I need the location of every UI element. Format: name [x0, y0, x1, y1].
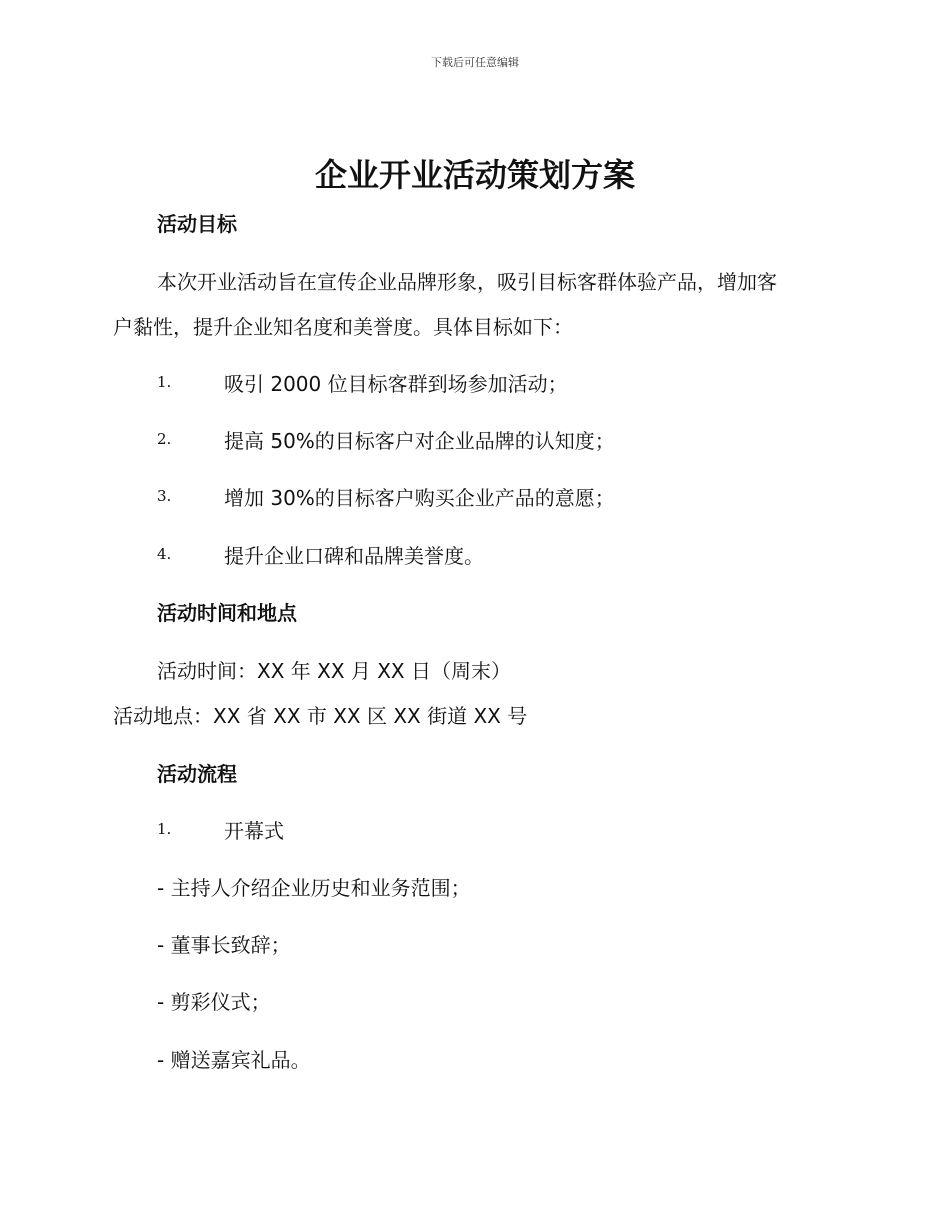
flow-step-1-title: 开幕式	[224, 819, 284, 843]
goal-item-2-number: 2.	[157, 430, 172, 448]
event-place: 活动地点：XX 省 XX 市 XX 区 XX 街道 XX 号	[113, 704, 528, 728]
flow-step-1-number: 1.	[157, 820, 172, 838]
goal-item-4-number: 4.	[157, 545, 172, 563]
goal-item-1-number: 1.	[157, 373, 172, 391]
goal-item-1-text: 吸引 2000 位目标客群到场参加活动；	[224, 372, 568, 396]
section-heading-time-place: 活动时间和地点	[157, 601, 297, 625]
flow-sub-item: - 赠送嘉宾礼品。	[157, 1048, 311, 1072]
document-title: 企业开业活动策划方案	[314, 156, 635, 194]
section-heading-goal: 活动目标	[157, 212, 237, 236]
goal-item-2-text: 提高 50%的目标客户对企业品牌的认知度；	[224, 429, 615, 453]
goal-item-3-number: 3.	[157, 487, 172, 505]
goal-intro-line-1: 本次开业活动旨在宣传企业品牌形象，吸引目标客群体验产品，增加客	[157, 270, 777, 294]
event-time: 活动时间：XX 年 XX 月 XX 日（周末）	[157, 659, 511, 683]
goal-item-3-text: 增加 30%的目标客户购买企业产品的意愿；	[224, 486, 615, 510]
section-heading-flow: 活动流程	[157, 762, 237, 786]
flow-sub-item: - 董事长致辞；	[157, 933, 291, 957]
flow-sub-item: - 主持人介绍企业历史和业务范围；	[157, 876, 471, 900]
flow-sub-item: - 剪彩仪式；	[157, 990, 271, 1014]
header-note: 下载后可任意编辑	[431, 56, 519, 69]
goal-intro-line-2: 户黏性，提升企业知名度和美誉度。具体目标如下：	[113, 315, 573, 339]
goal-item-4-text: 提升企业口碑和品牌美誉度。	[224, 544, 484, 568]
